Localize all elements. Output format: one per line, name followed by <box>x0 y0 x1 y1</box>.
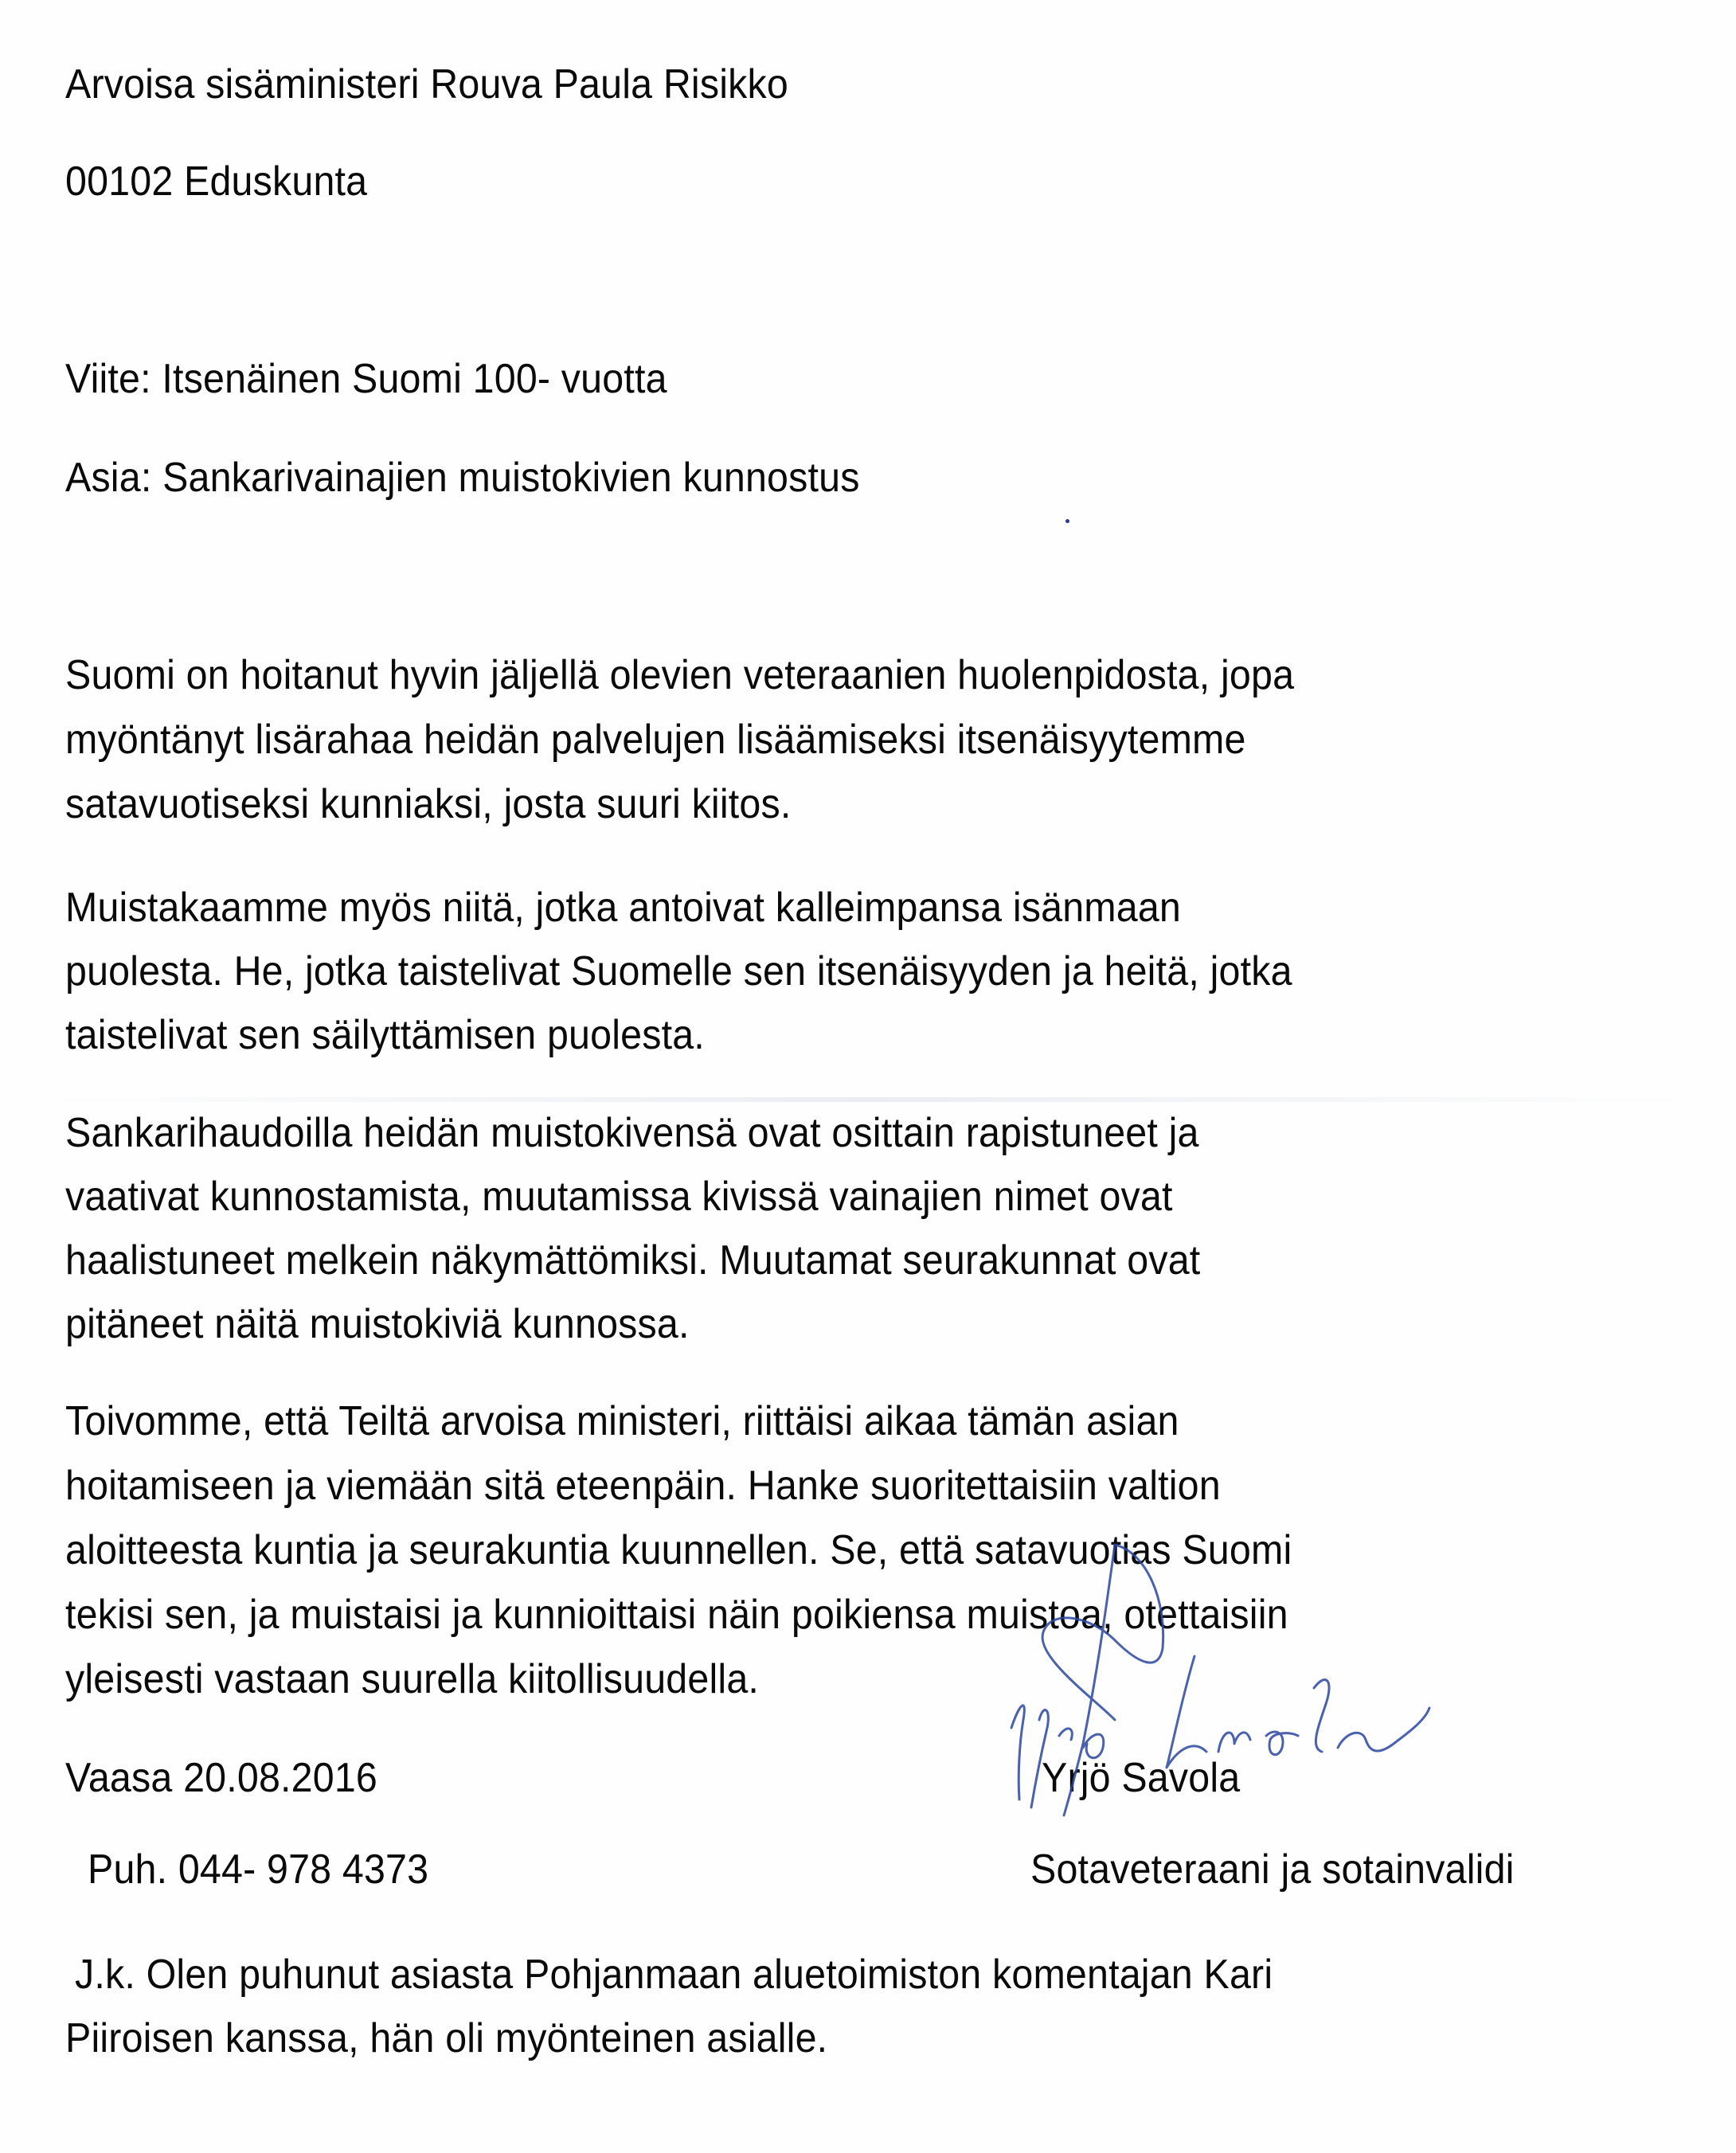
paragraph-line: taistelivat sen säilyttämisen puolesta. <box>65 1012 705 1058</box>
paragraph-line: hoitamiseen ja viemään sitä eteenpäin. Hanke suoritettaisiin valtion <box>65 1463 1221 1509</box>
reference-line: Viite: Itsenäinen Suomi 100- vuotta <box>65 356 667 402</box>
paragraph-line: Toivomme, että Teiltä arvoisa ministeri, riittäisi aikaa tämän asian <box>65 1398 1179 1444</box>
subject-line: Asia: Sankarivainajien muistokivien kunnostus <box>65 455 860 501</box>
paragraph-line: Sankarihaudoilla heidän muistokivensä ovat osittain rapistuneet ja <box>65 1110 1199 1156</box>
signature-stroke <box>1338 1708 1429 1751</box>
paragraph-line: Suomi on hoitanut hyvin jäljellä olevien veteraanien huolenpidosta, jopa <box>65 652 1295 698</box>
signature-stroke <box>1167 1656 1206 1768</box>
paragraph-line: Muistakaamme myös niitä, jotka antoivat kalleimpansa isänmaan <box>65 885 1182 931</box>
paragraph-line: tekisi sen, ja muistaisi ja kunnioittaisi näin poikiensa muistoa, otettaisiin <box>65 1592 1288 1638</box>
signature-stroke <box>1314 1680 1329 1752</box>
place-date: Vaasa 20.08.2016 <box>65 1755 377 1801</box>
paragraph-line: myöntänyt lisärahaa heidän palvelujen lisäämiseksi itsenäisyytemme <box>65 717 1246 763</box>
signature-stroke <box>1059 1729 1072 1740</box>
postscript-line: Piiroisen kanssa, hän oli myönteinen asialle. <box>65 2015 828 2061</box>
recipient-line-1: Arvoisa sisäministeri Rouva Paula Risikko <box>65 61 788 107</box>
signer-name: Yrjö Savola <box>1042 1755 1241 1801</box>
paragraph-line: pitäneet näitä muistokiviä kunnossa. <box>65 1301 690 1347</box>
paragraph-line: satavuotiseksi kunniaksi, josta suuri kiitos. <box>65 781 792 827</box>
signature-stroke <box>1011 1706 1024 1799</box>
signature-stroke <box>1266 1732 1298 1755</box>
recipient-line-2: 00102 Eduskunta <box>65 158 368 205</box>
scan-speck <box>1065 519 1069 523</box>
phone-number: Puh. 044- 978 4373 <box>88 1846 429 1893</box>
paragraph-line: haalistuneet melkein näkymättömiksi. Muutamat seurakunnat ovat <box>65 1237 1201 1284</box>
paragraph-line: puolesta. He, jotka taistelivat Suomelle sen itsenäisyyden ja heitä, jotka <box>65 948 1292 994</box>
paragraph-line: vaativat kunnostamista, muutamissa kivissä vainajien nimet ovat <box>65 1174 1173 1220</box>
scan-artifact <box>32 1097 1704 1102</box>
paragraph-line: aloitteesta kuntia ja seurakuntia kuunnellen. Se, että satavuotias Suomi <box>65 1527 1292 1573</box>
paragraph-line: yleisesti vastaan suurella kiitollisuudella. <box>65 1656 760 1702</box>
signature-stroke <box>1218 1733 1250 1752</box>
signer-title: Sotaveteraani ja sotainvalidi <box>1030 1846 1515 1893</box>
postscript-line: J.k. Olen puhunut asiasta Pohjanmaan aluetoimiston komentajan Kari <box>75 1952 1273 1998</box>
